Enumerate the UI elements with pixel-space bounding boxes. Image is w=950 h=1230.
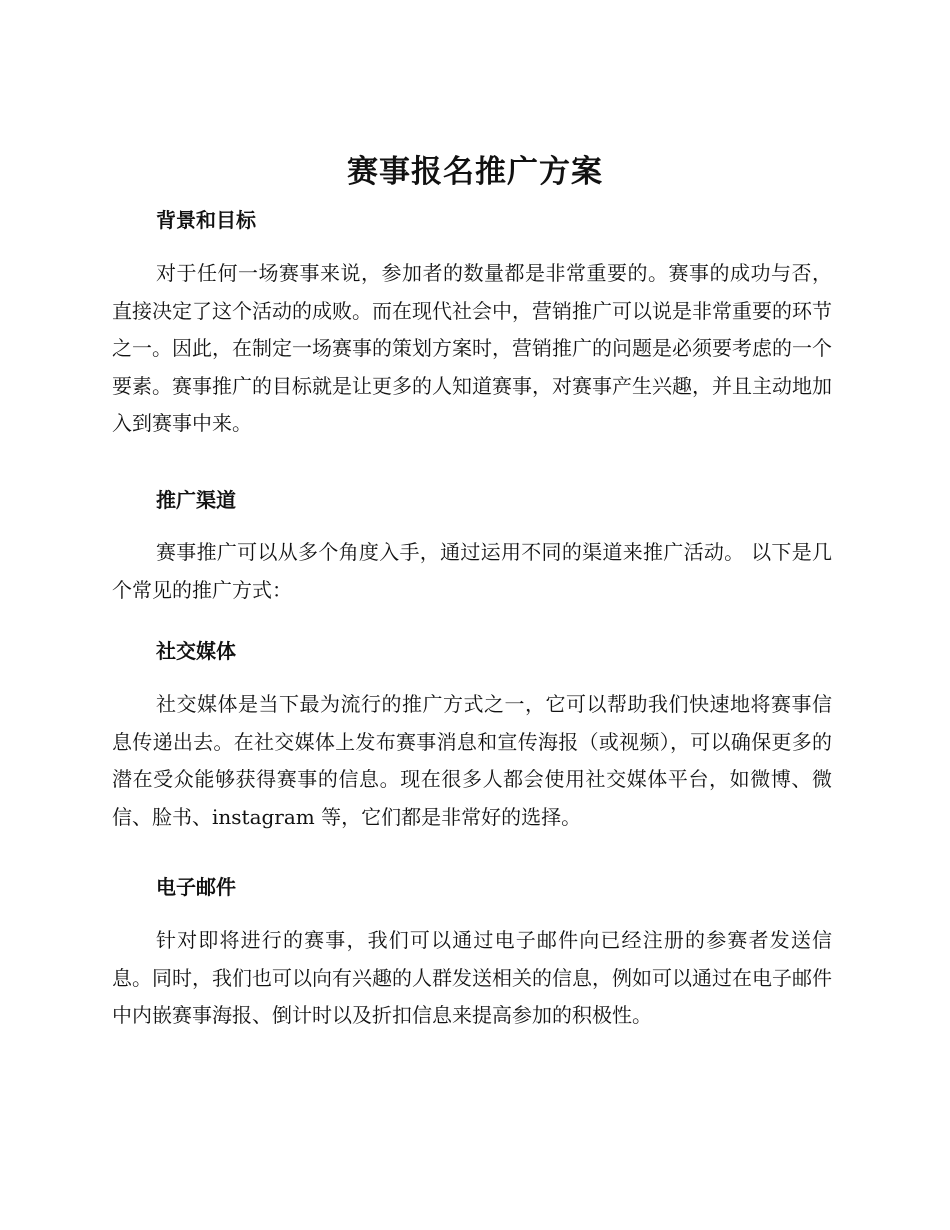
section-paragraph-social-media: 社交媒体是当下最为流行的推广方式之一，它可以帮助我们快速地将赛事信息传递出去。在社交媒体上发布赛事消息和宣传海报（或视频），可以确保更多的潜在受众能够获得赛事的信息。现在很多人都会使用社交媒体平台，如微博、微信、脸书、instagram 等，它们都是非常好的选择。 — [112, 692, 832, 829]
section-heading-social-media: 社交媒体 — [156, 639, 236, 663]
section-heading-background: 背景和目标 — [156, 208, 256, 232]
section-heading-email: 电子邮件 — [156, 875, 236, 899]
document-title: 赛事报名推广方案 — [347, 154, 603, 190]
section-paragraph-channels: 赛事推广可以从多个角度入手，通过运用不同的渠道来推广活动。 以下是几个常见的推广方式： — [112, 540, 832, 602]
section-heading-channels: 推广渠道 — [156, 488, 236, 512]
section-paragraph-email: 针对即将进行的赛事，我们可以通过电子邮件向已经注册的参赛者发送信息。同时，我们也可以向有兴趣的人群发送相关的信息，例如可以通过在电子邮件中内嵌赛事海报、倒计时以及折扣信息来提高参加的积极性。 — [112, 928, 832, 1027]
section-paragraph-background: 对于任何一场赛事来说，参加者的数量都是非常重要的。赛事的成功与否，直接决定了这个活动的成败。而在现代社会中，营销推广可以说是非常重要的环节之一。因此，在制定一场赛事的策划方案时，营销推广的问题是必须要考虑的一个要素。赛事推广的目标就是让更多的人知道赛事，对赛事产生兴趣，并且主动地加入到赛事中来。 — [112, 261, 832, 435]
